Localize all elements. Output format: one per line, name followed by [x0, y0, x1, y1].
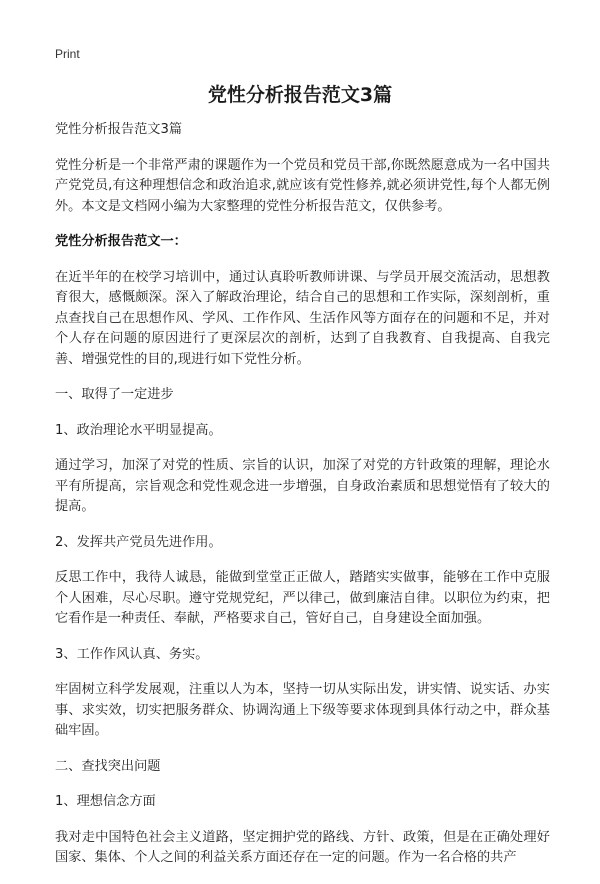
- section-heading: 党性分析报告范文一：: [55, 234, 187, 249]
- document-title: 党性分析报告范文3篇: [207, 84, 393, 106]
- body-paragraph: 反思工作中，我待人诚恳，能做到堂堂正正做人，踏踏实实做事，能够在工作中克服个人困难，尽心尽职。遵守党规党纪，严以律己，做到廉洁自律。以职位为约束，把它看作是一种责任、奉献，严格要求自己，管好自己，自身建设全面加强。: [55, 570, 550, 626]
- body-paragraph: 党性分析报告范文3篇: [55, 122, 183, 137]
- body-paragraph: 1、理想信念方面: [55, 794, 156, 809]
- body-paragraph: 2、发挥共产党员先进作用。: [55, 534, 222, 550]
- body-paragraph: 3、工作作风认真、务实。: [55, 646, 209, 662]
- print-link[interactable]: Print: [55, 47, 80, 61]
- body-paragraph: 1、政治理论水平明显提高。: [55, 422, 222, 438]
- body-paragraph: 一、取得了一定进步: [55, 387, 174, 402]
- body-paragraph: 通过学习，加深了对党的性质、宗旨的认识，加深了对党的方针政策的理解，理论水平有所提高，宗旨观念和党性观念进一步增强，自身政治素质和思想觉悟有了较大的提高。: [55, 458, 550, 514]
- body-paragraph: 党性分析是一个非常严肃的课题作为一个党员和党员干部,你既然愿意成为一名中国共产党党员,有这种理想信念和政治追求,就应该有党性修养,就必须讲党性,每个人都无例外。本文是文档网小编为大家整理的党性分析报告范文，仅供参考。: [55, 157, 550, 214]
- body-paragraph: 牢固树立科学发展观，注重以人为本，坚持一切从实际出发，讲实情、说实话、办实事、求实效，切实把服务群众、协调沟通上下级等要求体现到具体行动之中，群众基础牢固。: [55, 682, 550, 738]
- document-body: [55, 120, 550, 884]
- body-paragraph: 在近半年的在校学习培训中，通过认真聆听教师讲课、与学员开展交流活动，思想教育很大，感慨颇深。深入了解政治理论，结合自己的思想和工作实际，深刻剖析，重点查找自己在思想作风、学风、工作作风、生活作风等方面存在的问题和不足，并对个人存在问题的原因进行了更深层次的剖析，达到了自我教育、自我提高、自我完善、增强党性的目的,现进行如下党性分析。: [55, 269, 550, 367]
- body-paragraph: 二、查找突出问题: [55, 758, 161, 774]
- body-paragraph: 我对走中国特色社会主义道路，坚定拥护党的路线、方针、政策，但是在正确处理好国家、集体、个人之间的利益关系方面还存在一定的问题。作为一名合格的共产: [55, 829, 550, 865]
